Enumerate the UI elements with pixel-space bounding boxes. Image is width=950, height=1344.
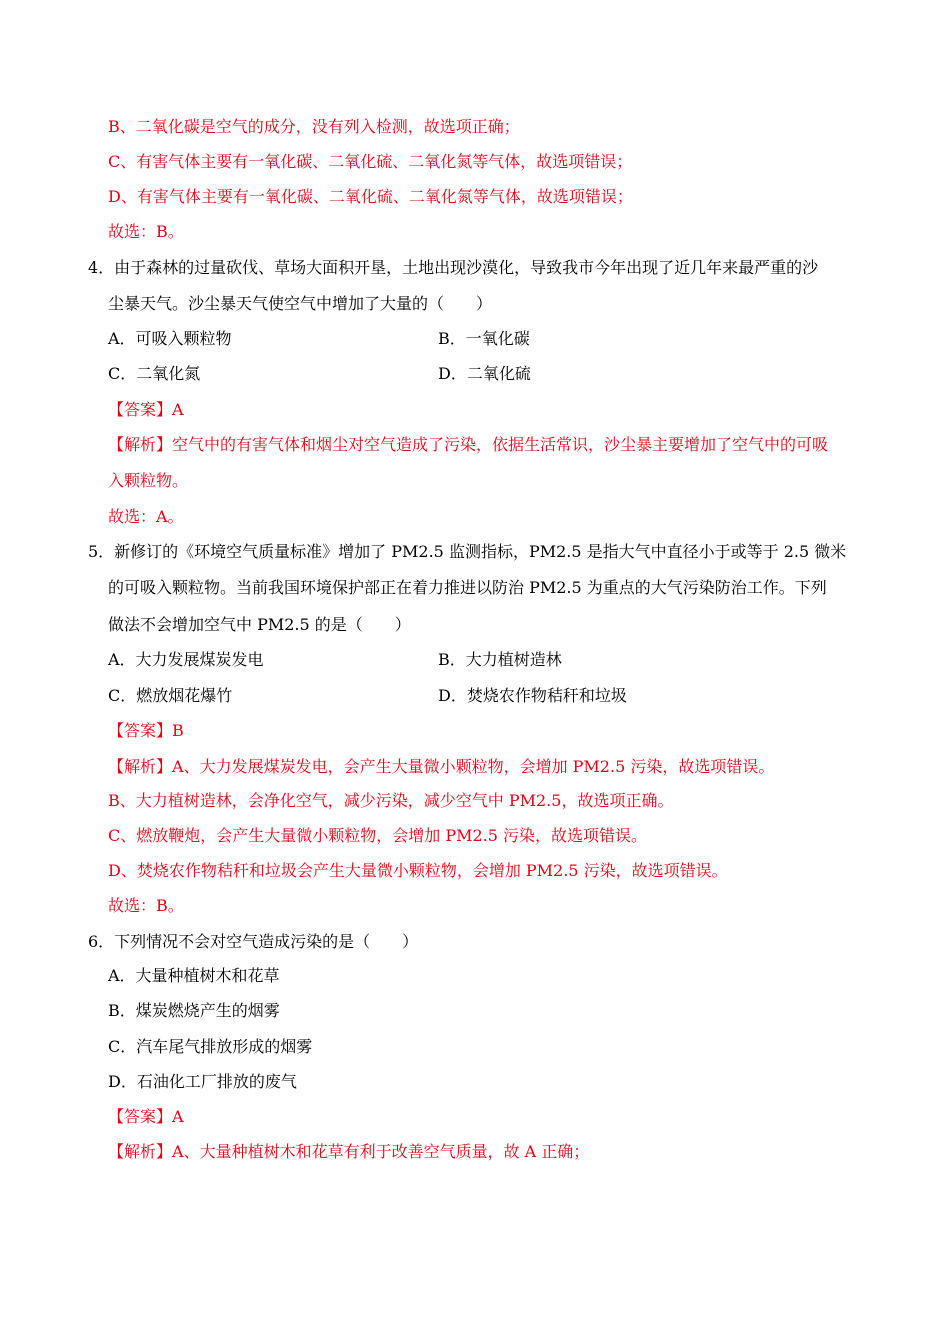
q5-option-c: C．燃放烟花爆竹 [108, 686, 233, 705]
q4-option-a: A．可吸入颗粒物 [108, 329, 232, 348]
q3-choose: 故选：B。 [108, 222, 184, 241]
q5-option-a: A．大力发展煤炭发电 [108, 650, 264, 669]
q4-analysis-line1 [108, 434, 828, 456]
q6-analysis-a [108, 1141, 589, 1163]
q4-choose: 故选：A。 [108, 507, 184, 526]
q5-analysis-b: B、大力植树造林，会净化空气，减少污染，减少空气中 PM2.5，故选项正确。 [108, 791, 674, 810]
q6-option-c: C．汽车尾气排放形成的烟雾 [108, 1037, 313, 1056]
q3-analysis-b: B、二氧化碳是空气的成分，没有列入检测，故选项正确； [108, 117, 520, 136]
q5-analysis-a [108, 756, 774, 778]
answer-value: A [172, 400, 184, 419]
answer-tag: 【答案】 [108, 400, 173, 419]
q4-option-c: C．二氧化氮 [108, 364, 201, 383]
q4-option-b: B．一氧化碳 [438, 329, 530, 348]
q6-answer [108, 1106, 184, 1128]
q6-stem: 6．下列情况不会对空气造成污染的是（ ） [88, 932, 419, 951]
analysis-tag: 【解析】 [108, 435, 173, 454]
q3-analysis-c: C、有害气体主要有一氧化碳、二氧化硫、二氧化氮等气体，故选项错误； [108, 152, 633, 171]
q4-stem-line1: 4．由于森林的过量砍伐、草场大面积开垦，土地出现沙漠化，导致我市今年出现了近几年来最严重的沙 [88, 258, 819, 277]
q5-option-d: D．焚烧农作物秸秆和垃圾 [438, 686, 627, 705]
q4-stem-line2: 尘暴天气。沙尘暴天气使空气中增加了大量的（ ） [108, 294, 493, 313]
q6-option-d: D．石油化工厂排放的废气 [108, 1072, 297, 1091]
q5-analysis-d: D、焚烧农作物秸秆和垃圾会产生大量微小颗粒物，会增加 PM2.5 污染，故选项错误。 [108, 861, 728, 880]
answer-tag: 【答案】 [108, 1107, 173, 1126]
q4-analysis-line2: 入颗粒物。 [108, 471, 189, 490]
q5-choose: 故选：B。 [108, 896, 184, 915]
q4-option-d: D．二氧化硫 [438, 364, 531, 383]
analysis-tag: 【解析】 [108, 757, 173, 776]
analysis-text: A、大量种植树木和花草有利于改善空气质量，故 A 正确； [172, 1142, 590, 1161]
q5-option-b: B．大力植树造林 [438, 650, 562, 669]
q4-answer [108, 399, 184, 421]
q6-option-a: A．大量种植树木和花草 [108, 966, 280, 985]
q5-stem-line3: 做法不会增加空气中 PM2.5 的是（ ） [108, 615, 411, 634]
answer-tag: 【答案】 [108, 721, 173, 740]
q5-stem-line2: 的可吸入颗粒物。当前我国环境保护部正在着力推进以防治 PM2.5 为重点的大气污染防治工作。下列 [108, 578, 827, 597]
analysis-tag: 【解析】 [108, 1142, 173, 1161]
q3-analysis-d: D、有害气体主要有一氧化碳、二氧化硫、二氧化氮等气体，故选项错误； [108, 187, 633, 206]
q5-stem-line1: 5．新修订的《环境空气质量标准》增加了 PM2.5 监测指标，PM2.5 是指大气中直径小于或等于 2.5 微米 [88, 542, 847, 561]
analysis-text: A、大力发展煤炭发电，会产生大量微小颗粒物，会增加 PM2.5 污染，故选项错误。 [172, 757, 775, 776]
q5-answer [108, 720, 184, 742]
answer-value: A [172, 1107, 184, 1126]
analysis-text: 空气中的有害气体和烟尘对空气造成了污染，依据生活常识，沙尘暴主要增加了空气中的可吸 [172, 435, 829, 454]
q5-analysis-c: C、燃放鞭炮，会产生大量微小颗粒物，会增加 PM2.5 污染，故选项错误。 [108, 826, 648, 845]
q6-option-b: B．煤炭燃烧产生的烟雾 [108, 1001, 280, 1020]
answer-value: B [172, 721, 184, 740]
